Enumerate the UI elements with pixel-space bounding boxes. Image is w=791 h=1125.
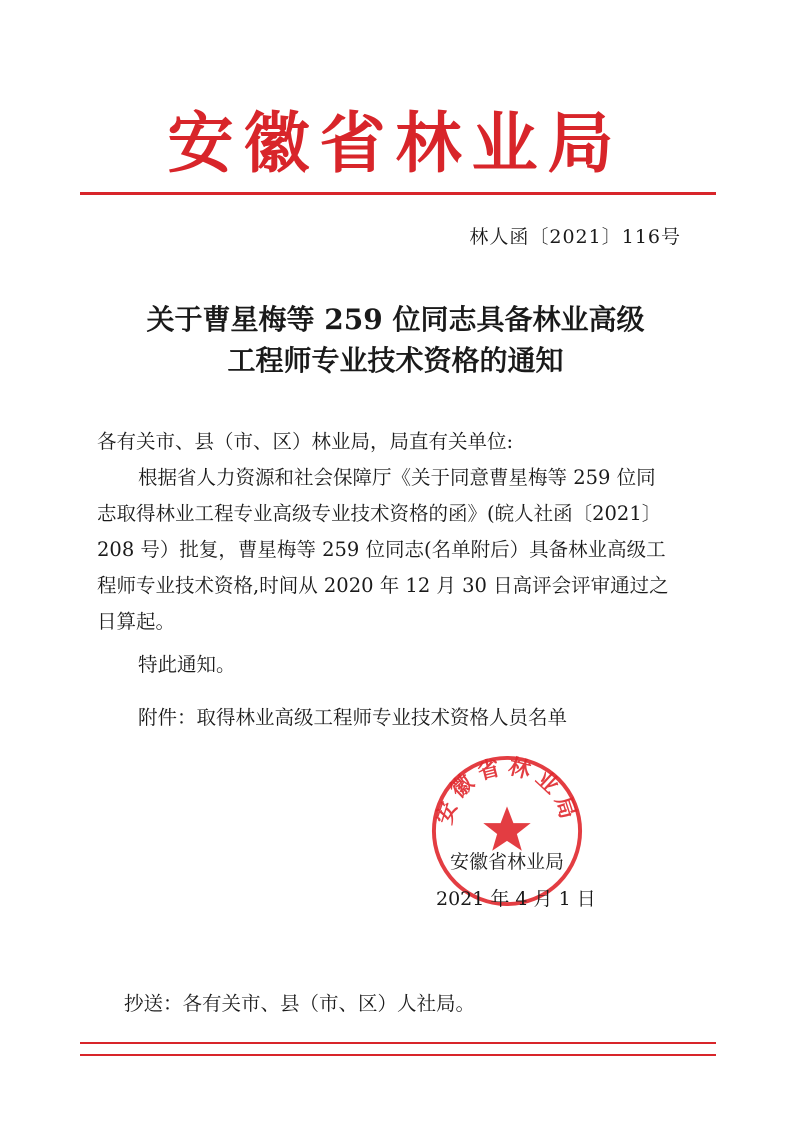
paragraph-line-5: 日算起。 bbox=[97, 610, 176, 633]
document-title-line-1: 关于曹星梅等 259 位同志具备林业高级 bbox=[146, 303, 645, 336]
paragraph-line-1: 根据省人力资源和社会保障厅《关于同意曹星梅等 259 位同 bbox=[138, 466, 656, 489]
closing-line: 特此通知。 bbox=[138, 653, 236, 676]
footer-red-rule-top bbox=[80, 1042, 716, 1044]
issuing-org-header: 安徽省林业局 bbox=[167, 104, 624, 182]
salutation: 各有关市、县（市、区）林业局，局直有关单位: bbox=[97, 430, 514, 453]
paragraph-line-3: 208 号）批复，曹星梅等 259 位同志(名单附后）具备林业高级工 bbox=[97, 538, 666, 561]
svg-text:安徽省林业局: 安徽省林业局 bbox=[432, 754, 582, 828]
document-title-line-2: 工程师专业技术资格的通知 bbox=[227, 344, 564, 377]
signature-date: 2021 年 4 月 1 日 bbox=[436, 888, 596, 910]
paragraph-line-4: 程师专业技术资格,时间从 2020 年 12 月 30 日高评会评审通过之 bbox=[97, 574, 669, 597]
document-number: 林人函〔2021〕116号 bbox=[469, 226, 681, 248]
footer-red-rule-bottom bbox=[80, 1054, 716, 1056]
attachment-line: 附件：取得林业高级工程师专业技术资格人员名单 bbox=[138, 706, 568, 729]
cc-line: 抄送：各有关市、县（市、区）人社局。 bbox=[124, 992, 476, 1015]
signature-org: 安徽省林业局 bbox=[450, 851, 565, 873]
header-red-rule bbox=[80, 192, 716, 195]
paragraph-line-2: 志取得林业工程专业高级专业技术资格的函》(皖人社函〔2021〕 bbox=[97, 502, 662, 525]
